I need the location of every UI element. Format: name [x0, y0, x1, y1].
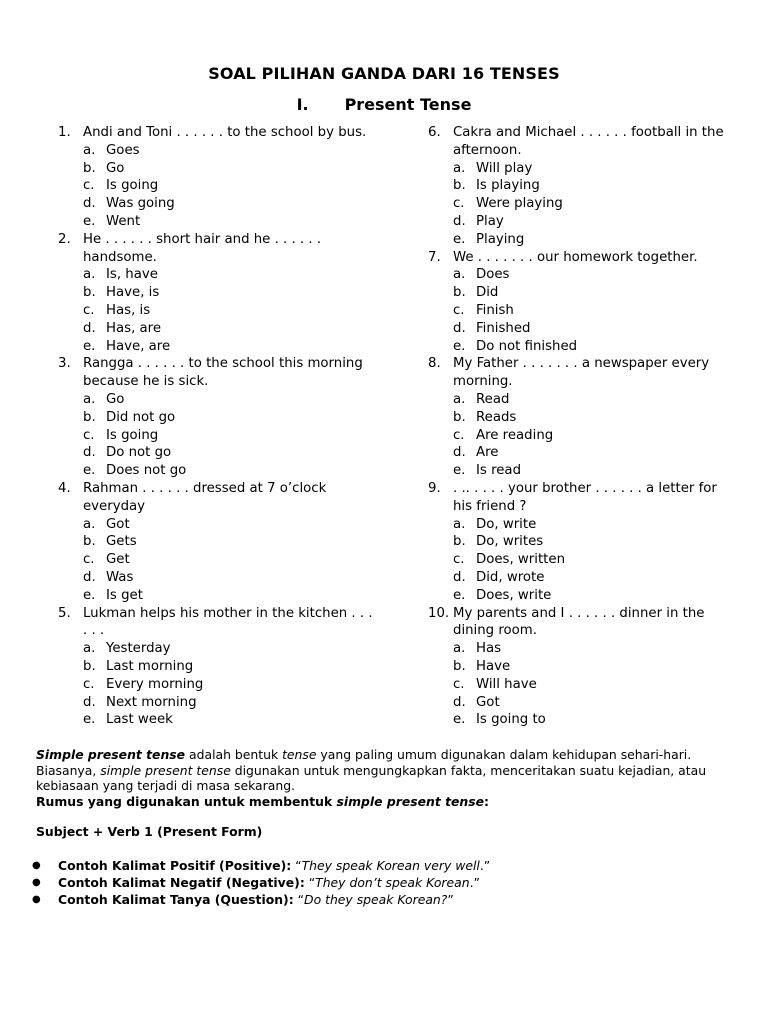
option-letter: c.: [83, 302, 95, 318]
option-text: Was going: [106, 196, 175, 212]
option-text: Are reading: [476, 427, 554, 443]
answer-option: [428, 409, 740, 427]
example-item: [30, 891, 490, 908]
option-text: Gets: [106, 534, 137, 550]
question-text: Rangga . . . . . . to the school this morning because he is sick.: [83, 356, 363, 390]
answer-option: [58, 444, 378, 462]
option-text: Did not go: [106, 409, 176, 425]
option-text: Is going to: [476, 712, 546, 728]
answer-option: [58, 320, 378, 338]
answer-option: [58, 338, 378, 356]
answer-option: [58, 142, 378, 160]
option-text: Finished: [476, 320, 531, 336]
option-letter: a.: [453, 391, 466, 407]
answer-option: [428, 302, 740, 320]
option-text: Read: [476, 391, 510, 407]
formula-intro: [36, 794, 736, 810]
text-span: :: [484, 793, 489, 809]
answer-option: [58, 711, 378, 729]
option-letter: d.: [83, 196, 96, 212]
option-text: Got: [106, 516, 130, 532]
option-letter: a.: [83, 391, 96, 407]
option-text: Do, writes: [476, 534, 544, 550]
question-item: [428, 355, 740, 480]
question-text: Rahman . . . . . . dressed at 7 o’clock everyday: [83, 480, 327, 514]
option-text: Is read: [476, 463, 522, 479]
example-sentence: [58, 857, 490, 874]
question-number: 3.: [58, 356, 71, 372]
option-letter: b.: [83, 534, 96, 550]
question-text: Andi and Toni . . . . . . to the school by bus.: [83, 125, 367, 140]
option-text: Are: [476, 445, 499, 461]
example-item: [30, 874, 490, 891]
option-letter: e.: [83, 587, 96, 603]
option-text: Finish: [476, 302, 514, 318]
option-text: Does: [476, 267, 510, 283]
option-text: Did: [476, 285, 499, 301]
option-letter: a.: [83, 641, 96, 657]
page-title: SOAL PILIHAN GANDA DARI 16 TENSES: [208, 64, 560, 83]
question-row: [58, 124, 378, 142]
option-text: Play: [476, 213, 504, 229]
answer-option: [58, 427, 378, 445]
option-letter: e.: [453, 712, 466, 728]
answer-option: [58, 551, 378, 569]
term-italic: simple present tense: [100, 762, 231, 778]
question-row: [58, 480, 378, 516]
option-letter: a.: [83, 267, 96, 283]
example-quote: They don’t speak Korean: [315, 875, 470, 890]
option-text: Have, are: [106, 338, 171, 354]
option-text: Is playing: [476, 178, 540, 194]
question-text: My Father . . . . . . . a newspaper every morning.: [453, 356, 710, 390]
question-number: 6.: [428, 125, 441, 140]
text-span: Rumus yang digunakan untuk membentuk: [36, 793, 337, 809]
option-text: Have: [476, 658, 511, 674]
answer-option: [428, 569, 740, 587]
answer-option: [428, 587, 740, 605]
answer-option: [58, 302, 378, 320]
questions-column-left: [58, 124, 378, 729]
option-text: Were playing: [476, 196, 563, 212]
question-row: [428, 249, 740, 267]
option-letter: b.: [83, 409, 96, 425]
question-item: [428, 605, 740, 730]
option-letter: c.: [83, 427, 95, 443]
option-text: Playing: [476, 231, 525, 247]
question-number: 2.: [58, 231, 71, 247]
answer-option: [58, 195, 378, 213]
question-text: . .. . . . . your brother . . . . . . a letter for his friend ?: [453, 480, 717, 514]
term-italic: tense: [282, 747, 317, 762]
text-span: ”: [447, 892, 454, 907]
option-text: Every morning: [106, 676, 204, 692]
option-letter: e.: [453, 338, 466, 354]
section-number: I.: [296, 95, 309, 114]
answer-option: [428, 320, 740, 338]
option-letter: a.: [453, 267, 466, 283]
question-item: [428, 480, 740, 605]
answer-option: [58, 391, 378, 409]
option-text: Was: [106, 569, 134, 585]
question-number: 1.: [58, 125, 71, 140]
question-text: My parents and I . . . . . . dinner in the dining room.: [453, 605, 705, 639]
option-letter: a.: [83, 142, 96, 158]
option-letter: e.: [83, 213, 96, 229]
answer-option: [58, 266, 378, 284]
answer-option: [428, 676, 740, 694]
option-letter: a.: [453, 641, 466, 657]
option-text: Has, are: [106, 320, 162, 336]
example-label: Contoh Kalimat Positif (Positive):: [58, 858, 292, 873]
option-text: Is, have: [106, 267, 158, 283]
example-sentence: [58, 891, 454, 908]
option-letter: c.: [453, 302, 465, 318]
answer-option: [58, 587, 378, 605]
term-italic: simple present tense: [336, 793, 485, 809]
question-item: [58, 355, 378, 480]
option-letter: d.: [453, 213, 466, 229]
option-letter: a.: [453, 516, 466, 532]
question-row: [428, 605, 740, 641]
answer-option: [58, 658, 378, 676]
question-item: [428, 124, 740, 249]
option-letter: d.: [83, 320, 96, 336]
answer-option: [58, 409, 378, 427]
answer-option: [58, 640, 378, 658]
option-text: Will have: [476, 676, 537, 692]
option-letter: d.: [453, 569, 466, 585]
bullet-icon: ●: [32, 860, 41, 871]
option-letter: e.: [453, 231, 466, 247]
answer-option: [428, 231, 740, 249]
option-text: Yesterday: [106, 641, 171, 657]
option-letter: c.: [83, 676, 95, 692]
answer-option: [58, 516, 378, 534]
option-letter: c.: [453, 676, 465, 692]
answer-option: [58, 284, 378, 302]
section-title: Present Tense: [344, 95, 472, 114]
option-text: Will play: [476, 160, 533, 176]
option-letter: c.: [453, 196, 465, 212]
answer-option: [428, 640, 740, 658]
formula: Subject + Verb 1 (Present Form): [36, 824, 263, 839]
option-text: Do not go: [106, 445, 172, 461]
option-text: Did, wrote: [476, 569, 545, 585]
example-label: Contoh Kalimat Tanya (Question):: [58, 892, 294, 907]
option-text: Go: [106, 160, 125, 176]
option-letter: e.: [453, 463, 466, 479]
explanation-paragraph: [36, 747, 736, 794]
answer-option: [428, 266, 740, 284]
option-letter: b.: [453, 178, 466, 194]
answer-option: [428, 284, 740, 302]
example-quote: They speak Korean very well: [301, 858, 480, 873]
example-quote: Do they speak Korean?: [304, 892, 448, 907]
option-letter: b.: [453, 658, 466, 674]
answer-option: [428, 551, 740, 569]
option-text: Goes: [106, 142, 140, 158]
option-text: Do not finished: [476, 338, 578, 354]
option-letter: d.: [453, 694, 466, 710]
answer-option: [428, 516, 740, 534]
example-sentence: [58, 874, 480, 891]
bullet-icon: ●: [32, 877, 41, 888]
text-span: “: [291, 858, 302, 873]
option-text: Have, is: [106, 285, 160, 301]
question-number: 9.: [428, 480, 441, 496]
option-text: Went: [106, 213, 141, 229]
explanation: [36, 747, 736, 809]
option-letter: b.: [453, 285, 466, 301]
question-item: [58, 124, 378, 231]
example-label: Contoh Kalimat Negatif (Negative):: [58, 875, 305, 890]
answer-option: [428, 444, 740, 462]
answer-option: [58, 177, 378, 195]
option-text: Next morning: [106, 694, 197, 710]
option-text: Last week: [106, 712, 173, 728]
option-text: Has: [476, 641, 502, 657]
example-item: [30, 857, 490, 874]
option-text: Does, written: [476, 552, 566, 568]
option-letter: b.: [453, 409, 466, 425]
answer-option: [58, 694, 378, 712]
text-span: adalah bentuk: [185, 747, 283, 762]
section-heading: [0, 95, 768, 114]
option-text: Does, write: [476, 587, 552, 603]
question-number: 7.: [428, 249, 441, 265]
answer-option: [428, 694, 740, 712]
answer-option: [428, 533, 740, 551]
question-number: 10.: [428, 605, 450, 621]
question-row: [428, 480, 740, 516]
option-text: Reads: [476, 409, 517, 425]
option-letter: b.: [453, 534, 466, 550]
option-letter: c.: [453, 552, 465, 568]
option-text: Is going: [106, 427, 159, 443]
text-span: .”: [469, 875, 480, 890]
option-letter: a.: [453, 160, 466, 176]
question-item: [58, 605, 378, 730]
option-letter: e.: [83, 463, 96, 479]
question-text: Cakra and Michael . . . . . . football in the afternoon.: [453, 125, 724, 158]
option-letter: e.: [83, 338, 96, 354]
option-letter: d.: [83, 694, 96, 710]
option-text: Go: [106, 391, 125, 407]
answer-option: [428, 658, 740, 676]
question-number: 4.: [58, 480, 71, 496]
question-row: [428, 355, 740, 391]
option-letter: d.: [83, 445, 96, 461]
option-letter: d.: [453, 320, 466, 336]
answer-option: [428, 160, 740, 178]
question-text: We . . . . . . . our homework together.: [453, 249, 698, 265]
question-item: [58, 480, 378, 605]
question-row: [428, 124, 740, 160]
answer-option: [58, 213, 378, 231]
question-row: [58, 605, 378, 641]
option-letter: d.: [83, 569, 96, 585]
option-text: Is going: [106, 178, 159, 194]
text-span: “: [304, 875, 316, 890]
option-text: Got: [476, 694, 500, 710]
option-text: Is get: [106, 587, 143, 603]
text-span: .”: [479, 858, 491, 873]
questions-column-right: [428, 124, 740, 729]
question-row: [58, 231, 378, 267]
text-span: digunakan untuk mengungkapkan fakta, menceritakan suatu kejadian, atau kebiasaan yang terjadi di masa sekarang.: [36, 762, 707, 794]
option-letter: b.: [83, 285, 96, 301]
question-item: [428, 249, 740, 356]
answer-option: [428, 177, 740, 195]
option-text: Last morning: [106, 658, 194, 674]
option-letter: a.: [83, 516, 96, 532]
option-letter: c.: [83, 178, 95, 194]
answer-option: [58, 676, 378, 694]
option-letter: e.: [453, 587, 466, 603]
answer-option: [428, 195, 740, 213]
examples-list: [30, 857, 490, 908]
option-letter: e.: [83, 712, 96, 728]
question-number: 5.: [58, 605, 71, 621]
answer-option: [428, 213, 740, 231]
term-bold-italic: Simple present tense: [36, 747, 186, 762]
question-item: [58, 231, 378, 356]
answer-option: [428, 462, 740, 480]
question-row: [58, 355, 378, 391]
question-number: 8.: [428, 356, 441, 372]
answer-option: [58, 160, 378, 178]
question-text: He . . . . . . short hair and he . . . . . . handsome.: [83, 231, 322, 265]
option-text: Has, is: [106, 302, 151, 318]
answer-option: [58, 569, 378, 587]
option-letter: b.: [83, 658, 96, 674]
option-letter: b.: [83, 160, 96, 176]
answer-option: [428, 711, 740, 729]
option-letter: c.: [83, 552, 95, 568]
answer-option: [428, 338, 740, 356]
answer-option: [428, 391, 740, 409]
option-text: Do, write: [476, 516, 537, 532]
text-span: “: [293, 892, 305, 907]
option-letter: c.: [453, 427, 465, 443]
option-letter: d.: [453, 445, 466, 461]
option-text: Does not go: [106, 463, 187, 479]
bullet-icon: ●: [32, 894, 41, 905]
option-text: Get: [106, 552, 130, 568]
answer-option: [58, 533, 378, 551]
answer-option: [58, 462, 378, 480]
question-text: Lukman helps his mother in the kitchen . . . . . .: [83, 605, 373, 639]
text-span: yang paling umum digunakan dalam kehidupan sehari-hari. Biasanya,: [36, 747, 692, 778]
answer-option: [428, 427, 740, 445]
